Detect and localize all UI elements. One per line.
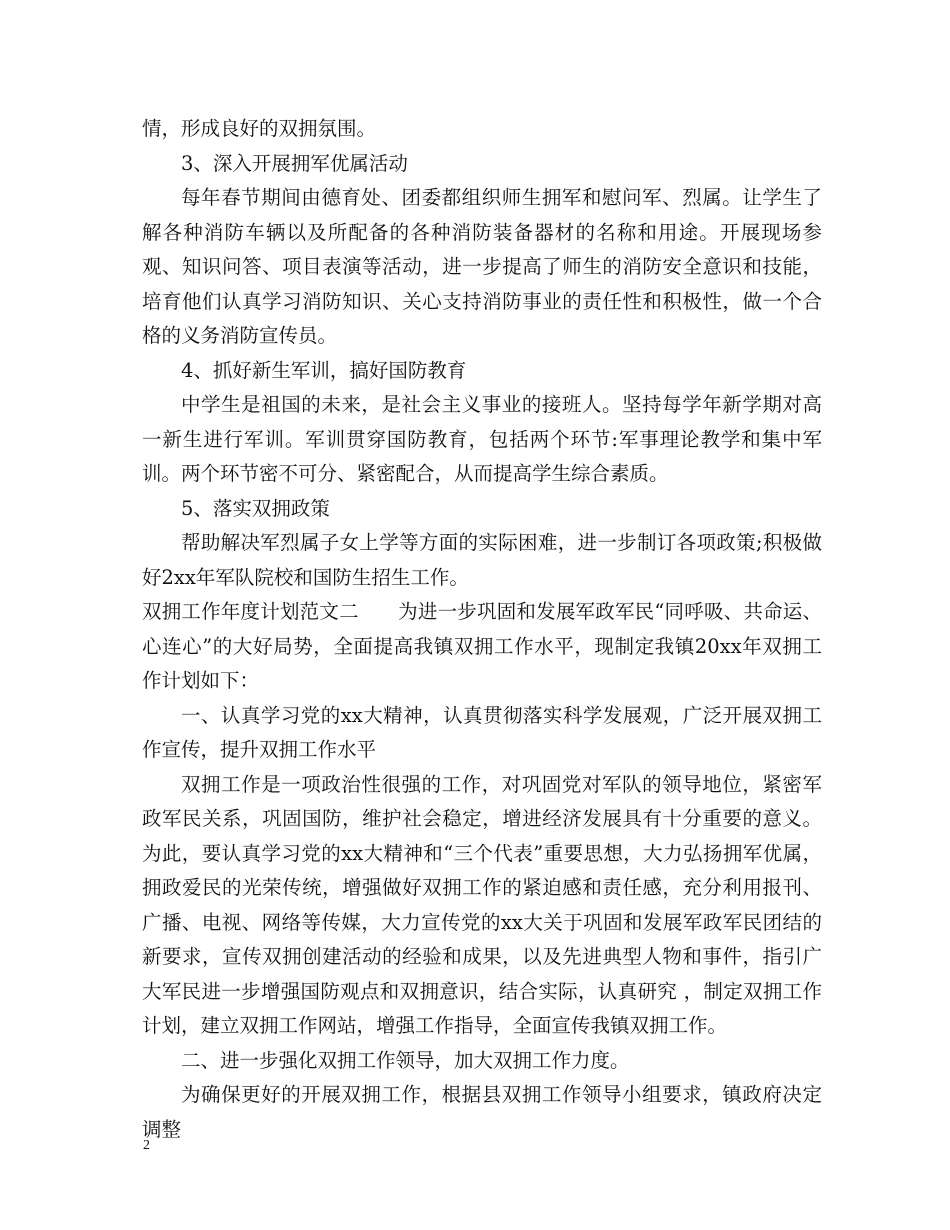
- document-body: [142, 112, 822, 1147]
- section-heading-4: 4、抓好新生军训，搞好国防教育: [181, 358, 467, 382]
- section-heading-one: 一、认真学习党的xx大精神，认真贯彻落实科学发展观，广泛开展双拥工作宣传，提升双拥工作水平: [142, 703, 822, 761]
- paragraph: 帮助解决军烈属子女上学等方面的实际困难，进一步制订各项政策;积极做好2xx年军队院校和国防生招生工作。: [142, 531, 822, 589]
- paragraph-sample-two-intro: 双拥工作年度计划范文二 为进一步巩固和发展军政军民“同呼吸、共命运、心连心”的大好局势，全面提高我镇双拥工作水平，现制定我镇20xx年双拥工作计划如下：: [142, 600, 822, 692]
- section-heading-two: 二、进一步强化双拥工作领导，加大双拥工作力度。: [181, 1048, 630, 1072]
- paragraph: 双拥工作是一项政治性很强的工作，对巩固党对军队的领导地位，紧密军政军民关系，巩固国防，维护社会稳定，增进经济发展具有十分重要的意义。为此，要认真学习党的xx大精神和“三个代表”重要思想，大力弘扬拥军优属，拥政爱民的光荣传统，增强做好双拥工作的紧迫感和责任感，充分利用报刊、广播、电视、网络等传媒，大力宣传党的xx大关于巩固和发展军政军民团结的新要求，宣传双拥创建活动的经验和成果，以及先进典型人物和事件，指引广大军民进一步增强国防观点和双拥意识，结合实际，认真研究 ，制定双拥工作计划，建立双拥工作网站，增强工作指导，全面宣传我镇双拥工作。: [142, 772, 822, 1037]
- section-heading-5: 5、落实双拥政策: [181, 496, 330, 520]
- section-heading-3: 3、深入开展拥军优属活动: [181, 151, 408, 175]
- paragraph-continuation: 情，形成良好的双拥氛围。: [142, 117, 377, 140]
- paragraph: 中学生是祖国的未来，是社会主义事业的接班人。坚持每学年新学期对高一新生进行军训。军训贯穿国防教育，包括两个环节:军事理论教学和集中军训。两个环节密不可分、紧密配合，从而提高学生综合素质。: [142, 393, 822, 485]
- page-number: 2: [143, 1138, 150, 1153]
- paragraph: 每年春节期间由德育处、团委都组织师生拥军和慰问军、烈属。让学生了解各种消防车辆以及所配备的各种消防装备器材的名称和用途。开展现场参观、知识问答、项目表演等活动，进一步提高了师生的消防安全意识和技能，培育他们认真学习消防知识、关心支持消防事业的责任性和积极性，做一个合格的义务消防宣传员。: [142, 186, 822, 347]
- paragraph: 为确保更好的开展双拥工作，根据县双拥工作领导小组要求，镇政府决定调整: [142, 1083, 822, 1141]
